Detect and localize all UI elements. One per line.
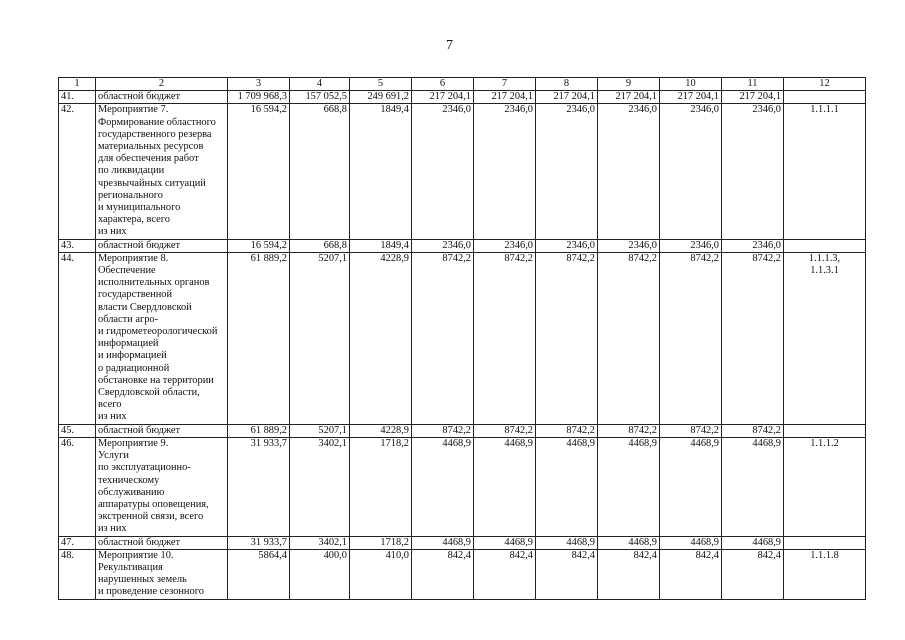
value-cell: 217 204,1 bbox=[412, 91, 474, 104]
value-cell: 2346,0 bbox=[722, 104, 784, 239]
table-row bbox=[59, 549, 866, 599]
value-cell: 16 594,2 bbox=[228, 104, 290, 239]
table-row bbox=[59, 104, 866, 239]
header-cell: 5 bbox=[350, 78, 412, 91]
value-cell: 31 933,7 bbox=[228, 437, 290, 536]
header-cell: 1 bbox=[59, 78, 96, 91]
value-cell: 1849,4 bbox=[350, 239, 412, 252]
row-code bbox=[784, 91, 866, 104]
row-code: 1.1.1.3, 1.1.3.1 bbox=[784, 252, 866, 424]
row-number: 45. bbox=[59, 424, 96, 437]
value-cell: 2346,0 bbox=[536, 104, 598, 239]
value-cell: 5864,4 bbox=[228, 549, 290, 599]
table-row bbox=[59, 424, 866, 437]
row-name: областной бюджет bbox=[96, 424, 228, 437]
header-cell: 2 bbox=[96, 78, 228, 91]
value-cell: 8742,2 bbox=[660, 252, 722, 424]
value-cell: 842,4 bbox=[722, 549, 784, 599]
value-cell: 3402,1 bbox=[290, 536, 350, 549]
row-number: 47. bbox=[59, 536, 96, 549]
value-cell: 842,4 bbox=[598, 549, 660, 599]
value-cell: 16 594,2 bbox=[228, 239, 290, 252]
row-number: 48. bbox=[59, 549, 96, 599]
value-cell: 217 204,1 bbox=[536, 91, 598, 104]
value-cell: 8742,2 bbox=[722, 424, 784, 437]
row-code bbox=[784, 536, 866, 549]
value-cell: 61 889,2 bbox=[228, 252, 290, 424]
budget-table bbox=[58, 77, 866, 600]
header-cell: 11 bbox=[722, 78, 784, 91]
row-name: Мероприятие 8. Обеспечение исполнительных органов государственной власти Свердловской области агро- и гидрометеорологической информацией и информацией о радиационной обстановке на территории Свердловской области, всего из них bbox=[96, 252, 228, 424]
row-number: 44. bbox=[59, 252, 96, 424]
row-name: Мероприятие 9. Услуги по эксплуатационно- техническому обслуживанию аппаратуры оповещения, экстренной связи, всего из них bbox=[96, 437, 228, 536]
value-cell: 2346,0 bbox=[722, 239, 784, 252]
row-name: Мероприятие 10. Рекультивация нарушенных земель и проведение сезонного bbox=[96, 549, 228, 599]
value-cell: 4468,9 bbox=[536, 437, 598, 536]
row-code bbox=[784, 239, 866, 252]
value-cell: 8742,2 bbox=[412, 424, 474, 437]
page-number: 7 bbox=[446, 38, 453, 53]
row-number: 46. bbox=[59, 437, 96, 536]
header-cell: 7 bbox=[474, 78, 536, 91]
header-cell: 6 bbox=[412, 78, 474, 91]
table-row bbox=[59, 252, 866, 424]
table-row bbox=[59, 239, 866, 252]
value-cell: 8742,2 bbox=[474, 252, 536, 424]
table-row bbox=[59, 91, 866, 104]
value-cell: 1718,2 bbox=[350, 437, 412, 536]
header-row bbox=[59, 78, 866, 91]
row-name: областной бюджет bbox=[96, 91, 228, 104]
value-cell: 8742,2 bbox=[598, 252, 660, 424]
value-cell: 2346,0 bbox=[412, 104, 474, 239]
value-cell: 5207,1 bbox=[290, 424, 350, 437]
value-cell: 8742,2 bbox=[412, 252, 474, 424]
value-cell: 4468,9 bbox=[660, 437, 722, 536]
value-cell: 8742,2 bbox=[598, 424, 660, 437]
value-cell: 8742,2 bbox=[536, 424, 598, 437]
row-number: 41. bbox=[59, 91, 96, 104]
value-cell: 4468,9 bbox=[722, 536, 784, 549]
value-cell: 668,8 bbox=[290, 104, 350, 239]
value-cell: 842,4 bbox=[660, 549, 722, 599]
value-cell: 4468,9 bbox=[660, 536, 722, 549]
value-cell: 2346,0 bbox=[474, 239, 536, 252]
value-cell: 2346,0 bbox=[660, 239, 722, 252]
value-cell: 249 691,2 bbox=[350, 91, 412, 104]
value-cell: 61 889,2 bbox=[228, 424, 290, 437]
table-row bbox=[59, 536, 866, 549]
value-cell: 842,4 bbox=[536, 549, 598, 599]
value-cell: 8742,2 bbox=[536, 252, 598, 424]
value-cell: 2346,0 bbox=[598, 104, 660, 239]
row-code bbox=[784, 424, 866, 437]
value-cell: 410,0 bbox=[350, 549, 412, 599]
row-number: 43. bbox=[59, 239, 96, 252]
value-cell: 8742,2 bbox=[474, 424, 536, 437]
value-cell: 157 052,5 bbox=[290, 91, 350, 104]
value-cell: 4468,9 bbox=[598, 437, 660, 536]
header-cell: 8 bbox=[536, 78, 598, 91]
header-cell: 4 bbox=[290, 78, 350, 91]
value-cell: 2346,0 bbox=[598, 239, 660, 252]
header-cell: 3 bbox=[228, 78, 290, 91]
value-cell: 4468,9 bbox=[474, 437, 536, 536]
value-cell: 842,4 bbox=[412, 549, 474, 599]
value-cell: 217 204,1 bbox=[598, 91, 660, 104]
row-code: 1.1.1.8 bbox=[784, 549, 866, 599]
row-code: 1.1.1.2 bbox=[784, 437, 866, 536]
header-cell: 12 bbox=[784, 78, 866, 91]
value-cell: 31 933,7 bbox=[228, 536, 290, 549]
value-cell: 668,8 bbox=[290, 239, 350, 252]
value-cell: 4468,9 bbox=[412, 437, 474, 536]
row-code: 1.1.1.1 bbox=[784, 104, 866, 239]
value-cell: 2346,0 bbox=[536, 239, 598, 252]
table-row bbox=[59, 437, 866, 536]
row-name: областной бюджет bbox=[96, 239, 228, 252]
header-cell: 9 bbox=[598, 78, 660, 91]
value-cell: 4468,9 bbox=[474, 536, 536, 549]
value-cell: 217 204,1 bbox=[722, 91, 784, 104]
value-cell: 4468,9 bbox=[536, 536, 598, 549]
value-cell: 4468,9 bbox=[722, 437, 784, 536]
value-cell: 2346,0 bbox=[412, 239, 474, 252]
value-cell: 4468,9 bbox=[412, 536, 474, 549]
value-cell: 400,0 bbox=[290, 549, 350, 599]
value-cell: 4228,9 bbox=[350, 424, 412, 437]
row-name: областной бюджет bbox=[96, 536, 228, 549]
value-cell: 2346,0 bbox=[660, 104, 722, 239]
value-cell: 3402,1 bbox=[290, 437, 350, 536]
value-cell: 4228,9 bbox=[350, 252, 412, 424]
value-cell: 8742,2 bbox=[660, 424, 722, 437]
value-cell: 5207,1 bbox=[290, 252, 350, 424]
value-cell: 1718,2 bbox=[350, 536, 412, 549]
header-cell: 10 bbox=[660, 78, 722, 91]
value-cell: 8742,2 bbox=[722, 252, 784, 424]
row-number: 42. bbox=[59, 104, 96, 239]
value-cell: 842,4 bbox=[474, 549, 536, 599]
value-cell: 1849,4 bbox=[350, 104, 412, 239]
value-cell: 2346,0 bbox=[474, 104, 536, 239]
row-name: Мероприятие 7. Формирование областного государственного резерва материальных ресурсов для обеспечения работ по ликвидации чрезвычайных ситуаций регионального и муниципального характера, всего из них bbox=[96, 104, 228, 239]
value-cell: 217 204,1 bbox=[474, 91, 536, 104]
value-cell: 1 709 968,3 bbox=[228, 91, 290, 104]
value-cell: 4468,9 bbox=[598, 536, 660, 549]
value-cell: 217 204,1 bbox=[660, 91, 722, 104]
